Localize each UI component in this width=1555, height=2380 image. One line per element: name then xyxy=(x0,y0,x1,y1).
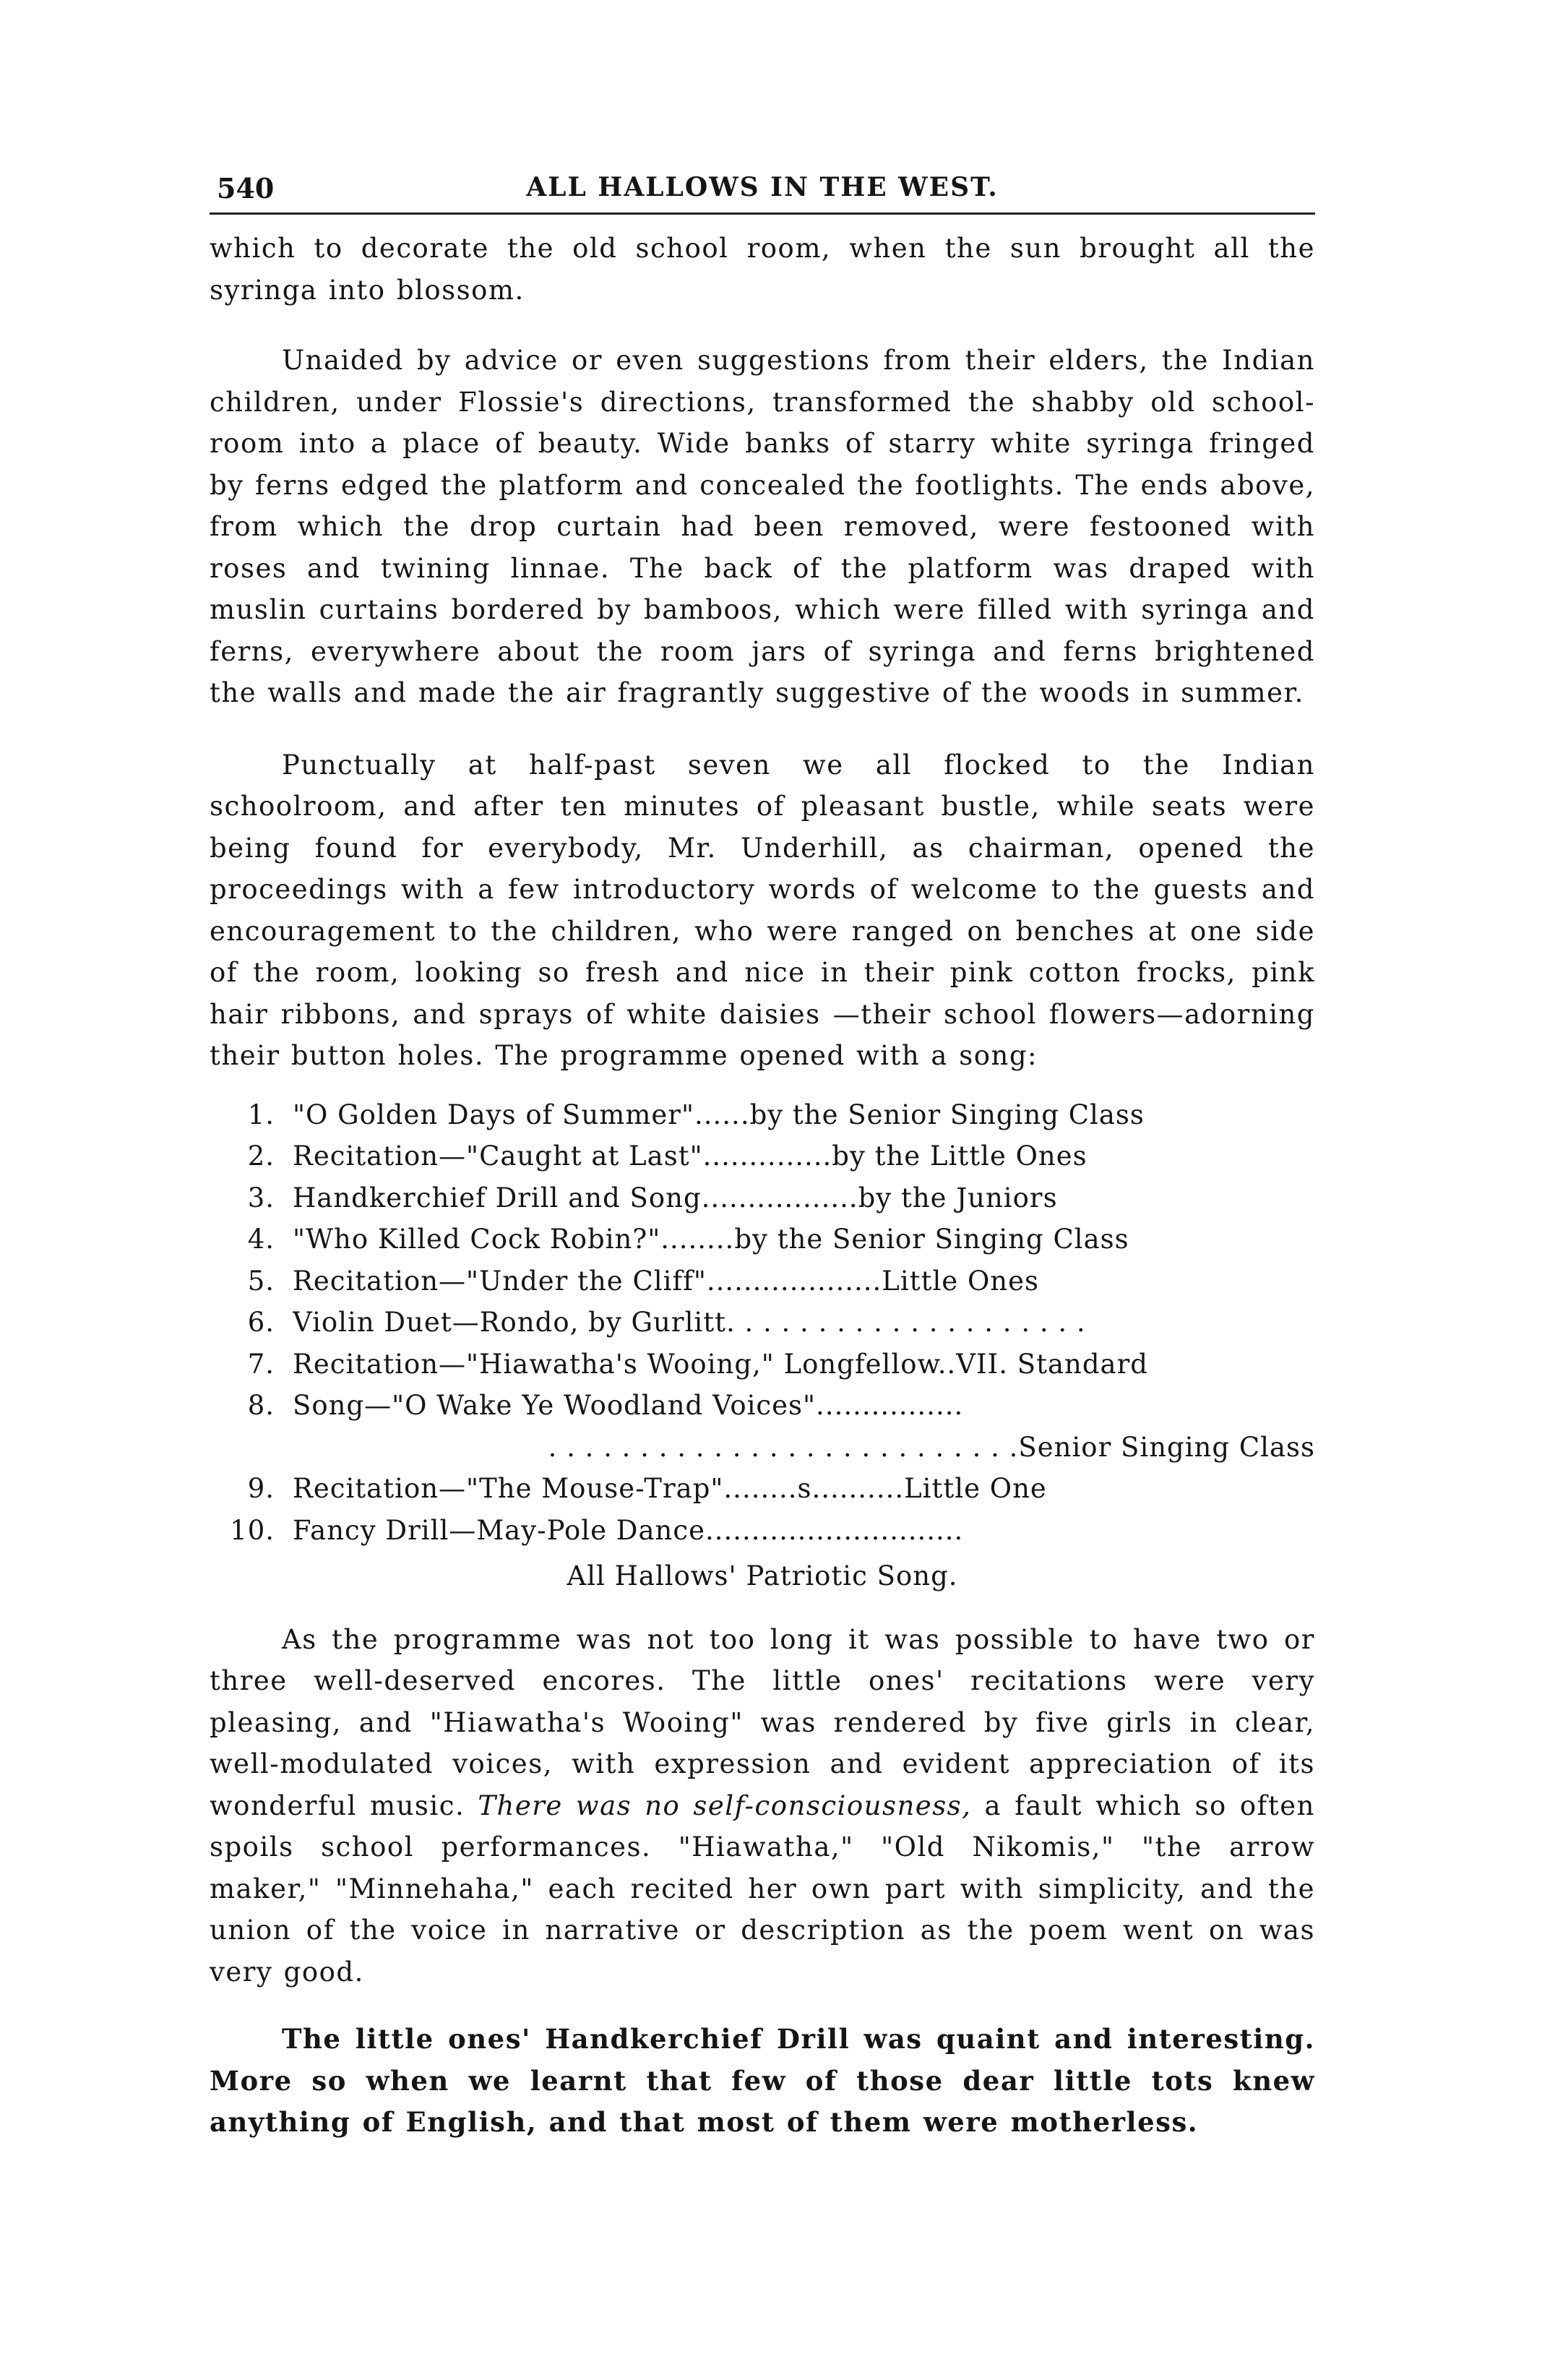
programme-text: Violin Duet—Rondo, by Gurlitt. . . . . . . . . . . . . . . . . . . . xyxy=(293,1307,1086,1338)
paragraph-decoration: Unaided by advice or even suggestions from their elders, the Indian children, under Flossie's directions, transformed the shabby old school-room into a place of beauty. Wide banks of starry white syringa fringed by ferns edged the platform and concealed the footlights. The ends above, from which the drop curtain had been removed, were festooned with roses and twining linnae. The back of the platform was draped with muslin curtains bordered by bamboos, which were filled with syringa and ferns, everywhere about the room jars of syringa and ferns brightened the walls and made the air fragrantly suggestive of the woods in summer. xyxy=(210,345,1315,708)
programme-text: Fancy Drill—May-Pole Dance............................ xyxy=(293,1514,964,1546)
programme-item xyxy=(210,1468,1315,1510)
programme-item xyxy=(210,1344,1315,1386)
programme-item xyxy=(210,1135,1315,1177)
programme-item xyxy=(210,1385,1315,1427)
programme-number: 1. xyxy=(247,1099,275,1130)
programme-number: 8. xyxy=(247,1390,275,1421)
programme-number: 6. xyxy=(247,1307,275,1338)
programme-text: Song—"O Wake Ye Woodland Voices"................ xyxy=(293,1390,964,1421)
programme-text: Recitation—"Caught at Last"..............by the Little Ones xyxy=(293,1140,1087,1172)
programme-item xyxy=(210,1177,1315,1219)
programme-number: 4. xyxy=(247,1224,275,1255)
programme-item xyxy=(210,1260,1315,1302)
paragraph-proceedings: Punctually at half-past seven we all flocked to the Indian schoolroom, and after ten minutes of pleasant bustle, while seats were being found for everybody, Mr. Underhill, as chairman, opened the proceedings with a few introductory words of welcome to the guests and encouragement to the children, who were ranged on benches at one side of the room, looking so fresh and nice in their pink cotton frocks, pink hair ribbons, and sprays of white daisies —their school flowers—adorning their button holes. The programme opened with a song: xyxy=(210,749,1315,1071)
programme-number: 2. xyxy=(247,1140,275,1172)
programme-item xyxy=(210,1094,1315,1136)
programme-number: 5. xyxy=(247,1265,275,1297)
programme-item xyxy=(210,1510,1315,1552)
running-title: ALL HALLOWS IN THE WEST. xyxy=(526,172,999,202)
programme-item xyxy=(210,1219,1315,1260)
programme-text: Recitation—"The Mouse-Trap"........s..........Little One xyxy=(293,1473,1047,1504)
page-number: 540 xyxy=(217,172,275,205)
encores-italic-text: There was no self-consciousness, xyxy=(478,1790,972,1821)
paragraph-continuation: which to decorate the old school room, when the sun brought all the syringa into blossom. xyxy=(210,233,1315,306)
programme-list xyxy=(210,1094,1315,1597)
programme-text: Recitation—"Under the Cliff"...................Little Ones xyxy=(293,1265,1039,1297)
programme-text: Recitation—"Hiawatha's Wooing," Longfellow..VII. Standard xyxy=(293,1348,1148,1380)
programme-number: 10. xyxy=(230,1514,275,1546)
programme-number: 3. xyxy=(247,1182,275,1213)
paragraph-encores xyxy=(210,1619,1315,1993)
paragraph-handkerchief-drill: The little ones' Handkerchief Drill was quaint and interesting. More so when we learnt that few of those dear little tots knew anything of English, and that most of them were motherless. xyxy=(210,2023,1315,2138)
programme-text: Handkerchief Drill and Song.................by the Juniors xyxy=(293,1182,1058,1213)
running-head xyxy=(210,172,1315,215)
programme-finale: All Hallows' Patriotic Song. xyxy=(567,1560,958,1591)
book-page xyxy=(210,172,1315,2144)
encores-text-start: As the programme was not too long it was possible to have two or three well-deserved encores. The little ones' recitations were very pleasing, and "Hiawatha's Wooing" was rendered by five girls in clear, well-modulated voices, with expression and evident appreciation of its wonderful music. xyxy=(210,1623,1315,1821)
programme-continuation: . . . . . . . . . . . . . . . . . . . . . . . . . .Senior Singing Class xyxy=(548,1431,1315,1463)
programme-number: 9. xyxy=(247,1473,275,1504)
programme-text: "Who Killed Cock Robin?"........by the Senior Singing Class xyxy=(293,1224,1129,1255)
programme-item xyxy=(210,1302,1315,1344)
programme-number: 7. xyxy=(247,1348,275,1380)
programme-text: "O Golden Days of Summer"......by the Senior Singing Class xyxy=(293,1099,1145,1130)
encores-text-end: a fault which so often spoils school performances. "Hiawatha," "Old Nikomis," "the arrow maker," "Minnehaha," each recited her own part with simplicity, and the union of the voice in narrative or description as the poem went on was very good. xyxy=(210,1790,1315,1988)
